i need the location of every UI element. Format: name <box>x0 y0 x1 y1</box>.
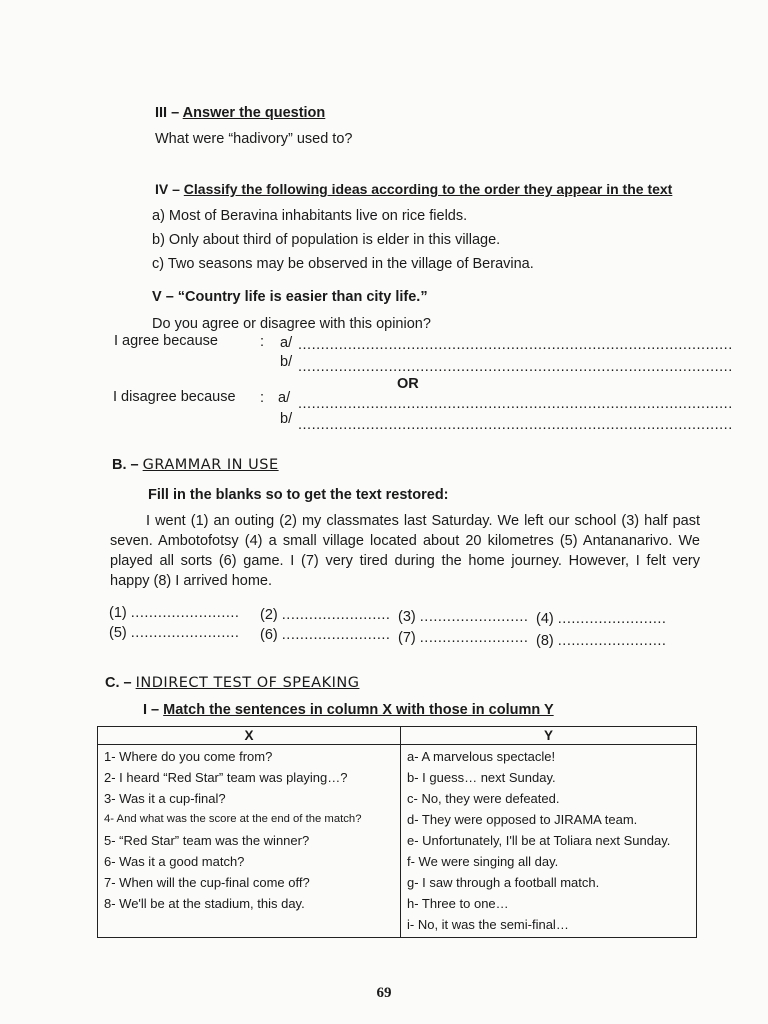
blank-6-dots: ........................ <box>281 627 391 643</box>
section-5-heading: V – “Country life is easier than city life.” <box>152 289 428 305</box>
x-item-8: 8- We'll be at the stadium, this day. <box>104 896 305 911</box>
section-3-heading <box>155 105 325 121</box>
section-4-item-c: c) Two seasons may be observed in the village of Beravina. <box>152 256 534 272</box>
section-3-prefix: III – <box>155 105 183 121</box>
section-5-question: Do you agree or disagree with this opinion? <box>152 316 431 332</box>
agree-a-blank[interactable]: ................................................................................................ <box>298 337 733 353</box>
speaking-prefix: C. – <box>105 675 136 691</box>
blank-8[interactable] <box>536 633 666 649</box>
section-4-prefix: IV – <box>155 181 184 197</box>
column-y-header: Y <box>401 727 697 745</box>
blank-1-label: (1) <box>109 605 127 621</box>
match-table <box>97 726 697 938</box>
x-item-6: 6- Was it a good match? <box>104 854 245 869</box>
y-item-a: a- A marvelous spectacle! <box>407 749 556 764</box>
blank-5-label: (5) <box>109 625 127 641</box>
agree-b-blank[interactable]: ................................................................................................ <box>298 359 733 375</box>
disagree-b-blank[interactable]: ................................................................................................ <box>298 417 733 433</box>
y-item-i: i- No, it was the semi-final… <box>407 917 569 932</box>
x-item-5: 5- “Red Star” team was the winner? <box>104 833 310 848</box>
blank-1-dots: ........................ <box>130 605 240 621</box>
blank-7-dots: ........................ <box>419 630 529 646</box>
x-item-7: 7- When will the cup-final come off? <box>104 875 310 890</box>
blank-1[interactable] <box>109 605 239 621</box>
agree-a-label: a/ <box>280 335 293 351</box>
blank-5-dots: ........................ <box>130 625 240 641</box>
section-4-title: Classify the following ideas according to the order they appear in the text <box>183 181 673 197</box>
match-table-body <box>98 745 697 938</box>
agree-colon: : <box>260 334 265 350</box>
y-item-c: c- No, they were defeated. <box>407 791 560 806</box>
blank-4-label: (4) <box>536 611 554 627</box>
blank-7[interactable] <box>398 630 528 646</box>
match-title: Match the sentences in column X with those in column Y <box>163 702 554 718</box>
blank-3[interactable] <box>398 609 528 625</box>
disagree-a-blank[interactable]: ................................................................................................ <box>298 396 733 412</box>
disagree-a-label: a/ <box>278 390 291 406</box>
or-label: OR <box>397 376 419 392</box>
blank-6-label: (6) <box>260 627 278 643</box>
blank-8-label: (8) <box>536 633 554 649</box>
y-item-e: e- Unfortunately, I'll be at Toliara next Sunday. <box>407 833 671 848</box>
blank-2-label: (2) <box>260 607 278 623</box>
blank-2-dots: ........................ <box>281 607 391 623</box>
blank-6[interactable] <box>260 627 390 643</box>
grammar-text-body: I went (1) an outing (2) my classmates last Saturday. We left our school (3) half past seven. Ambotofotsy (4) a small village located about 20 kilometres (5) Antananarivo. We played all sorts (6) game. I (7) very tired during the home journey. However, I felt very happy (8) I arrived home. <box>110 513 700 589</box>
x-item-2: 2- I heard “Red Star” team was playing…? <box>104 770 348 785</box>
section-4-item-a: a) Most of Beravina inhabitants live on rice fields. <box>152 208 468 224</box>
blank-4[interactable] <box>536 611 666 627</box>
y-item-f: f- We were singing all day. <box>407 854 559 869</box>
column-x-header: X <box>98 727 401 745</box>
page-number: 69 <box>376 985 392 1001</box>
y-item-g: g- I saw through a football match. <box>407 875 600 890</box>
y-item-d: d- They were opposed to JIRAMA team. <box>407 812 638 827</box>
section-4-item-b: b) Only about third of population is elder in this village. <box>152 232 501 248</box>
x-item-3: 3- Was it a cup-final? <box>104 791 226 806</box>
y-item-h: h- Three to one… <box>407 896 509 911</box>
section-3-question: What were “hadivory” used to? <box>155 131 353 147</box>
blank-4-dots: ........................ <box>557 611 667 627</box>
grammar-text <box>110 511 700 591</box>
blank-3-dots: ........................ <box>419 609 529 625</box>
column-x-cell <box>98 745 401 938</box>
disagree-b-label: b/ <box>280 411 293 427</box>
agree-label: I agree because <box>114 333 218 349</box>
disagree-colon: : <box>260 390 265 406</box>
agree-b-label: b/ <box>280 354 293 370</box>
grammar-heading <box>112 457 279 473</box>
match-prefix: I – <box>143 702 164 718</box>
y-item-b: b- I guess… next Sunday. <box>407 770 556 785</box>
speaking-heading <box>105 675 359 691</box>
speaking-title: INDIRECT TEST OF SPEAKING <box>135 675 360 691</box>
x-item-4: 4- And what was the score at the end of the match? <box>104 813 362 825</box>
grammar-prefix: B. – <box>112 457 143 473</box>
column-y-cell <box>401 745 697 938</box>
blank-8-dots: ........................ <box>557 633 667 649</box>
disagree-label: I disagree because <box>113 389 236 405</box>
section-3-title: Answer the question <box>182 105 326 121</box>
match-table-header <box>98 727 697 745</box>
blank-2[interactable] <box>260 607 390 623</box>
grammar-title: GRAMMAR IN USE <box>142 457 279 473</box>
match-heading <box>143 702 554 718</box>
x-item-1: 1- Where do you come from? <box>104 749 273 764</box>
blank-5[interactable] <box>109 625 239 641</box>
section-4-heading <box>155 181 672 197</box>
blank-3-label: (3) <box>398 609 416 625</box>
grammar-instruction: Fill in the blanks so to get the text restored: <box>148 487 449 503</box>
blank-7-label: (7) <box>398 630 416 646</box>
